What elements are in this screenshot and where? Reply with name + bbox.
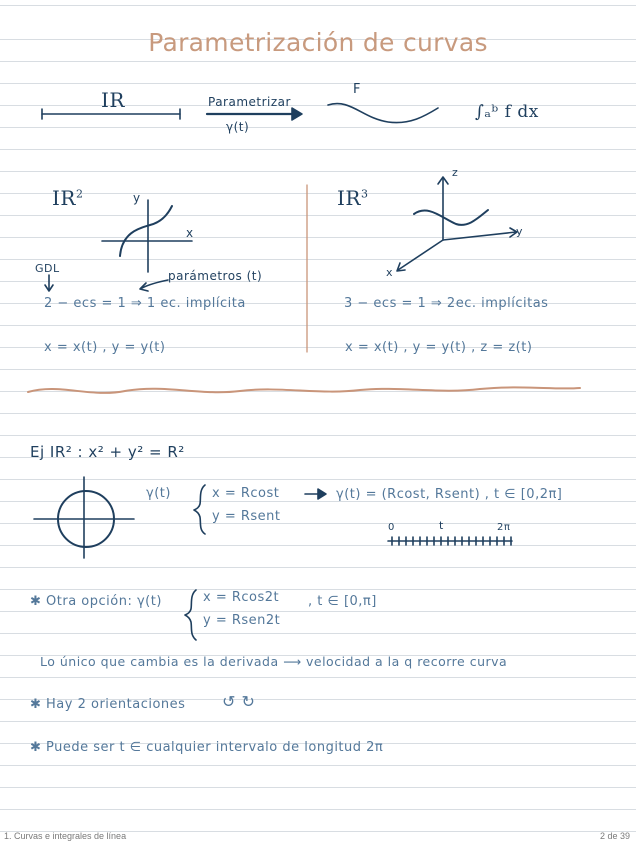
r2-curve — [120, 206, 172, 256]
other-option-range: , t ∈ [0,π] — [308, 594, 377, 609]
r3-space-label: $IR^3$ — [337, 186, 369, 210]
r3-axis-x-label: x — [386, 266, 394, 279]
r2-axis-x-label: x — [186, 226, 194, 240]
r3-axis-y — [443, 232, 516, 240]
gamma-t-label: γ(t) — [226, 120, 250, 134]
r2-equation-line: 2 − ecs = 1 ⇒ 1 ec. implícita — [44, 296, 246, 311]
r3-curve — [414, 210, 488, 225]
r2-param-line: x = x(t) , y = y(t) — [44, 340, 166, 355]
interval-note: ✱ Puede ser t ∈ cualquier intervalo de longitud 2π — [30, 740, 384, 755]
footer-page-count: 2 de 39 — [599, 831, 630, 841]
page-title: Parametrización de curvas — [148, 28, 488, 57]
example-x-eq: x = Rcost — [212, 486, 280, 501]
r3-axis-x — [398, 240, 443, 270]
r3-axis-z-label: z — [452, 166, 459, 179]
orientations-note: ✱ Hay 2 orientaciones — [30, 697, 186, 712]
r3-equation-line: 3 − ecs = 1 ⇒ 2ec. implícitas — [344, 296, 549, 311]
tick-2pi-label: 2π — [497, 522, 511, 533]
footer-chapter: 1. Curvas e integrales de línea — [4, 831, 127, 841]
tick-t-label: t — [439, 519, 444, 532]
example-result: γ(t) = (Rcost, Rsent) , t ∈ [0,2π] — [336, 487, 563, 502]
wavy-separator — [28, 387, 580, 393]
orientation-arrows-icon: ↺ ↻ — [222, 692, 256, 711]
example-y-eq: y = Rsent — [212, 509, 281, 524]
other-option-label: ✱ Otra opción: γ(t) — [30, 594, 162, 609]
wave-curve — [328, 104, 438, 123]
real-line-label: IR — [101, 88, 125, 112]
other-option-x-eq: x = Rcos2t — [203, 590, 280, 605]
gdl-label: GDL — [35, 262, 60, 275]
tick-zero-label: 0 — [388, 522, 395, 533]
curve-f-label: F — [353, 82, 361, 97]
derivative-note: Lo único que cambia es la derivada ⟶ velocidad a la q recorre curva — [40, 654, 508, 669]
parametros-label: parámetros (t) — [168, 269, 263, 283]
parametrize-label: Parametrizar — [208, 95, 291, 109]
r3-axis-y-label: y — [516, 225, 524, 238]
r2-space-label: $IR^2$ — [52, 186, 84, 210]
r3-param-line: x = x(t) , y = y(t) , z = z(t) — [345, 340, 533, 355]
example-gamma: γ(t) — [146, 486, 171, 501]
integral-expression: ∫ₐᵇ f dx — [475, 102, 539, 122]
r2-axis-y-label: y — [133, 191, 141, 205]
other-option-y-eq: y = Rsen2t — [203, 613, 281, 628]
example-heading: Ej IR² : x² + y² = R² — [30, 443, 185, 461]
